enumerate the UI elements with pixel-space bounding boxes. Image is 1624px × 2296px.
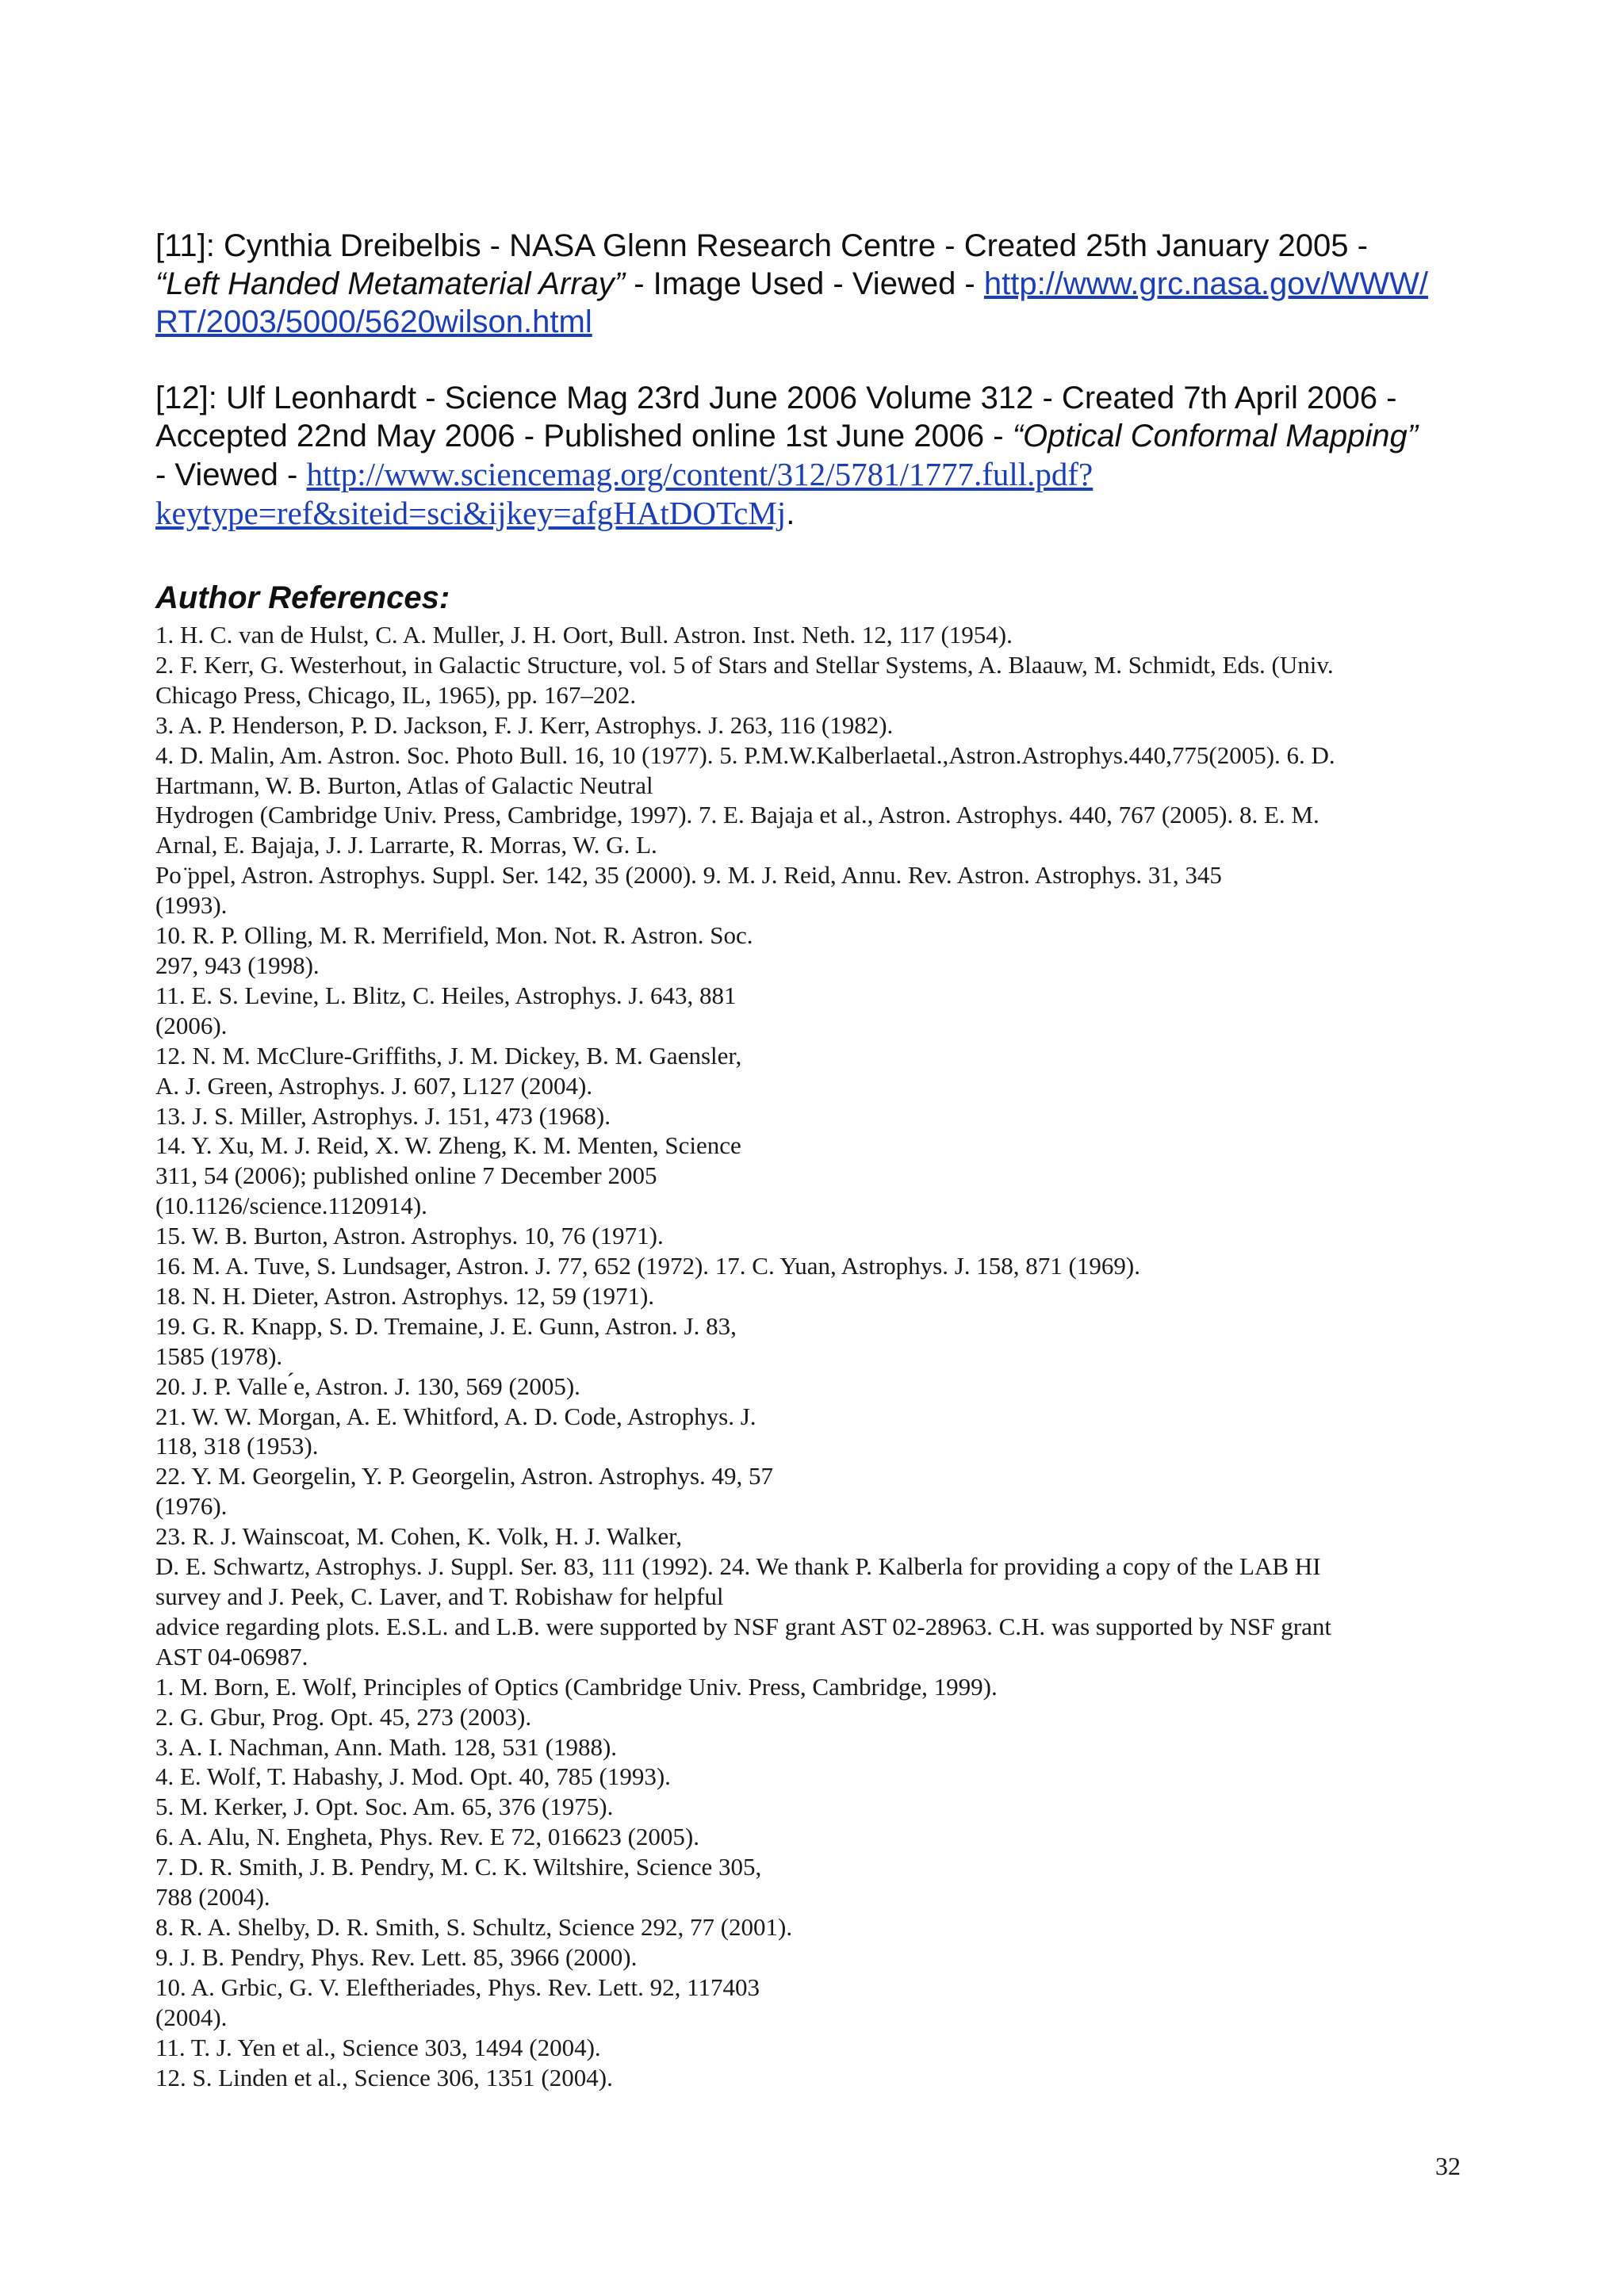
author-reference-line: 297, 943 (1998). xyxy=(155,951,320,979)
author-reference-line: A. J. Green, Astrophys. J. 607, L127 (2004). xyxy=(155,1071,593,1100)
author-reference-line: Hydrogen (Cambridge Univ. Press, Cambridge, 1997). 7. E. Bajaja et al., Astron. Astrophys. 440, 767 (2005). 8. E. M. xyxy=(155,801,1320,829)
author-reference-line: 11. T. J. Yen et al., Science 303, 1494 (2004). xyxy=(155,2033,601,2061)
author-reference-line: 4. D. Malin, Am. Astron. Soc. Photo Bull. 16, 10 (1977). 5. P.M.W.Kalberlaetal.,Astron.Astrophys.440,775(2005). 6. D. xyxy=(155,740,1335,769)
author-reference-line: Hartmann, W. B. Burton, Atlas of Galactic Neutral xyxy=(155,771,653,799)
author-reference-line: 8. R. A. Shelby, D. R. Smith, S. Schultz, Science 292, 77 (2001). xyxy=(155,1912,793,1941)
author-reference-line: 788 (2004). xyxy=(155,1883,270,1911)
author-reference-line: 15. W. B. Burton, Astron. Astrophys. 10, 76 (1971). xyxy=(155,1222,664,1250)
author-reference-line: 1. H. C. van de Hulst, C. A. Muller, J. H. Oort, Bull. Astron. Inst. Neth. 12, 117 (1954). xyxy=(155,621,1013,649)
reference-12-link-part2: keytype=ref&siteid=sci&ijkey=afgHAtDOTcMj xyxy=(155,495,787,531)
spacer xyxy=(155,341,1472,379)
author-reference-line: 11. E. S. Levine, L. Blitz, C. Heiles, Astrophys. J. 643, 881 xyxy=(155,981,737,1009)
author-reference-line: 18. N. H. Dieter, Astron. Astrophys. 12, 59 (1971). xyxy=(155,1281,655,1310)
reference-11-link-part1: http://www.grc.nasa.gov/WWW/ xyxy=(983,266,1429,301)
author-reference-line: 10. A. Grbic, G. V. Eleftheriades, Phys. Rev. Lett. 92, 117403 xyxy=(155,1973,760,2001)
document-page xyxy=(155,227,1472,2092)
reference-11-title: “Left Handed Metamaterial Array” xyxy=(155,266,626,301)
author-reference-line: survey and J. Peek, C. Laver, and T. Robishaw for helpful xyxy=(155,1582,724,1610)
author-reference-line: 118, 318 (1953). xyxy=(155,1432,319,1460)
author-reference-line: 4. E. Wolf, T. Habashy, J. Mod. Opt. 40, 785 (1993). xyxy=(155,1762,671,1791)
reference-12-title: “Optical Conformal Mapping” xyxy=(1012,419,1419,453)
reference-11 xyxy=(155,227,1472,341)
author-reference-line: 3. A. P. Henderson, P. D. Jackson, F. J. Kerr, Astrophys. J. 263, 116 (1982). xyxy=(155,710,894,739)
author-reference-line: D. E. Schwartz, Astrophys. J. Suppl. Ser. 83, 111 (1992). 24. We thank P. Kalberla for providing a copy of the LAB HI xyxy=(155,1552,1321,1581)
reference-12 xyxy=(155,379,1472,533)
reference-11-link-part2: RT/2003/5000/5620wilson.html xyxy=(155,304,592,339)
author-reference-line: 12. S. Linden et al., Science 306, 1351 (2004). xyxy=(155,2063,613,2091)
author-reference-line: 23. R. J. Wainscoat, M. Cohen, K. Volk, H. J. Walker, xyxy=(155,1522,682,1551)
author-reference-line: 1. M. Born, E. Wolf, Principles of Optics (Cambridge Univ. Press, Cambridge, 1999). xyxy=(155,1672,998,1701)
author-reference-line: 14. Y. Xu, M. J. Reid, X. W. Zheng, K. M. Menten, Science xyxy=(155,1131,741,1160)
author-reference-line: (1993). xyxy=(155,891,228,920)
author-reference-line: Chicago Press, Chicago, IL, 1965), pp. 167–202. xyxy=(155,680,637,709)
author-reference-line: 21. W. W. Morgan, A. E. Whitford, A. D. Code, Astrophys. J. xyxy=(155,1402,756,1430)
author-reference-line: (2006). xyxy=(155,1011,228,1039)
author-reference-line: 13. J. S. Miller, Astrophys. J. 151, 473 (1968). xyxy=(155,1101,611,1130)
author-reference-line: 2. F. Kerr, G. Westerhout, in Galactic Structure, vol. 5 of Stars and Stellar Systems, A. Blaauw, M. Schmidt, Eds. (Univ. xyxy=(155,650,1334,679)
reference-12-link-part1: http://www.sciencemag.org/content/312/5781/1777.full.pdf? xyxy=(306,456,1094,492)
author-reference-line: 6. A. Alu, N. Engheta, Phys. Rev. E 72, 016623 (2005). xyxy=(155,1823,699,1851)
author-reference-line: AST 04-06987. xyxy=(155,1642,308,1670)
reference-12-viewed: - Viewed - xyxy=(155,457,307,492)
author-reference-line: 12. N. M. McClure-Griffiths, J. M. Dickey, B. M. Gaensler, xyxy=(155,1041,742,1070)
author-reference-line: 20. J. P. Valle ́e, Astron. J. 130, 569 (2005). xyxy=(155,1372,580,1400)
author-reference-line: (1976). xyxy=(155,1492,228,1521)
author-reference-line: 22. Y. M. Georgelin, Y. P. Georgelin, Astron. Astrophys. 49, 57 xyxy=(155,1462,774,1490)
author-reference-line: 16. M. A. Tuve, S. Lundsager, Astron. J. 77, 652 (1972). 17. C. Yuan, Astrophys. J. 158, 871 (1969). xyxy=(155,1252,1140,1280)
author-references-list xyxy=(155,620,1472,2092)
author-reference-line: 311, 54 (2006); published online 7 December 2005 xyxy=(155,1161,657,1190)
author-reference-line: advice regarding plots. E.S.L. and L.B. were supported by NSF grant AST 02-28963. C.H. was supported by NSF grant xyxy=(155,1612,1331,1640)
author-reference-line: 7. D. R. Smith, J. B. Pendry, M. C. K. Wiltshire, Science 305, xyxy=(155,1853,762,1881)
author-references-heading: Author References: xyxy=(155,580,450,615)
reference-12-lead-line2: Accepted 22nd May 2006 - Published online 1st June 2006 - xyxy=(155,419,1013,453)
author-reference-line: Po ̈ppel, Astron. Astrophys. Suppl. Ser. 142, 35 (2000). 9. M. J. Reid, Annu. Rev. Astron. Astrophys. 31, 345 xyxy=(155,861,1222,890)
page-number: 32 xyxy=(1435,2152,1461,2180)
author-reference-line: (10.1126/science.1120914). xyxy=(155,1192,427,1220)
author-reference-line: 9. J. B. Pendry, Phys. Rev. Lett. 85, 3966 (2000). xyxy=(155,1942,638,1971)
reference-11-lead: [11]: Cynthia Dreibelbis - NASA Glenn Research Centre - Created 25th January 2005 - xyxy=(155,228,1368,263)
reference-12-trailing: . xyxy=(786,496,795,531)
author-reference-line: Arnal, E. Bajaja, J. J. Larrarte, R. Morras, W. G. L. xyxy=(155,831,657,859)
reference-12-lead-line1: [12]: Ulf Leonhardt - Science Mag 23rd June 2006 Volume 312 - Created 7th April 2006 - xyxy=(155,381,1397,415)
author-reference-line: 5. M. Kerker, J. Opt. Soc. Am. 65, 376 (1975). xyxy=(155,1793,614,1821)
author-reference-line: (2004). xyxy=(155,2003,228,2031)
author-reference-line: 1585 (1978). xyxy=(155,1341,283,1370)
author-reference-line: 3. A. I. Nachman, Ann. Math. 128, 531 (1988). xyxy=(155,1732,618,1761)
author-reference-line: 19. G. R. Knapp, S. D. Tremaine, J. E. Gunn, Astron. J. 83, xyxy=(155,1311,737,1340)
author-reference-line: 10. R. P. Olling, M. R. Merrifield, Mon. Not. R. Astron. Soc. xyxy=(155,921,753,950)
reference-11-middle: - Image Used - Viewed - xyxy=(625,266,984,301)
author-reference-line: 2. G. Gbur, Prog. Opt. 45, 273 (2003). xyxy=(155,1702,532,1731)
